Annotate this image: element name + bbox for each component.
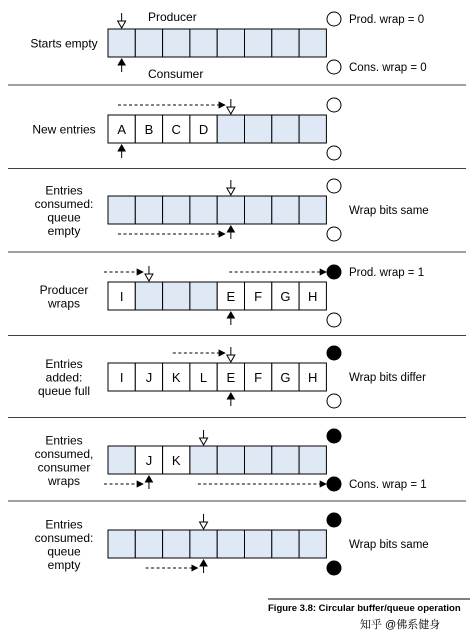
- consumer-wrap-bit-icon: [327, 60, 341, 74]
- buffer-cell: [190, 446, 217, 474]
- buffer-cell: [245, 115, 272, 143]
- wrap-note: Cons. wrap = 0: [349, 62, 427, 74]
- buffer-cell-value: H: [308, 370, 318, 385]
- buffer-cell-value: J: [145, 453, 153, 468]
- buffer-cell: [217, 196, 244, 224]
- row-label: Entries: [45, 433, 83, 448]
- buffer-cell: [272, 446, 299, 474]
- buffer-cell: [190, 196, 217, 224]
- buffer-cell: [135, 282, 162, 310]
- row-label: empty: [47, 557, 81, 572]
- buffer-cell-value: L: [199, 370, 208, 385]
- consumer-pointer-icon: [118, 145, 125, 151]
- consumer-pointer-icon: [200, 560, 207, 566]
- buffer-cell: [163, 29, 190, 57]
- buffer-cell-value: H: [308, 289, 318, 304]
- buffer-cell-value: D: [198, 122, 209, 137]
- buffer-cell: [272, 196, 299, 224]
- consumer-label: Consumer: [148, 67, 204, 81]
- row-label: Entries: [45, 357, 83, 371]
- buffer-cell: [299, 115, 326, 143]
- consumer-wrap-bit-icon: [327, 394, 341, 408]
- consumer-wrap-bit-icon: [327, 227, 341, 241]
- buffer-cell-value: C: [171, 122, 181, 137]
- producer-label: Producer: [148, 10, 197, 24]
- buffer-cell-value: I: [119, 289, 124, 304]
- buffer-cell: [135, 530, 162, 558]
- wrap-note: Cons. wrap = 1: [349, 479, 427, 491]
- producer-wrap-bit-icon: [327, 429, 341, 443]
- buffer-cell: [272, 115, 299, 143]
- producer-pointer-icon: [118, 21, 126, 28]
- producer-pointer-icon: [200, 438, 208, 445]
- producer-pointer-icon: [227, 355, 235, 362]
- producer-wrap-bit-icon: [327, 513, 341, 527]
- consumer-pointer-icon: [145, 476, 152, 482]
- row-label: added:: [45, 370, 83, 385]
- consumer-wrap-bit-icon: [327, 477, 341, 491]
- producer-pointer-icon: [227, 188, 235, 195]
- buffer-cell: [163, 196, 190, 224]
- buffer-cell: [108, 196, 135, 224]
- row-label: Entries: [45, 183, 83, 198]
- buffer-cell: [108, 446, 135, 474]
- consumer-pointer-icon: [227, 393, 234, 399]
- buffer-cell: [217, 446, 244, 474]
- buffer-cell: [245, 196, 272, 224]
- producer-wrap-bit-icon: [327, 12, 341, 26]
- buffer-cell: [299, 530, 326, 558]
- row-label: Starts empty: [30, 36, 98, 51]
- buffer-cell: [163, 530, 190, 558]
- buffer-cell: [217, 530, 244, 558]
- row-label: queue full: [37, 384, 91, 398]
- wrap-note: Prod. wrap = 1: [349, 267, 425, 279]
- producer-pointer-icon: [145, 274, 153, 281]
- buffer-cell: [299, 446, 326, 474]
- buffer-cell-value: K: [171, 453, 181, 468]
- row-label: consumed,: [34, 446, 94, 461]
- consumer-wrap-bit-icon: [327, 146, 341, 160]
- wrap-compare-note: Wrap bits differ: [349, 372, 426, 384]
- buffer-cell-value: K: [171, 370, 181, 385]
- producer-wrap-bit-icon: [327, 179, 341, 193]
- consumer-pointer-icon: [118, 59, 125, 65]
- figure-caption: Figure 3.8: Circular buffer/queue operation: [268, 603, 461, 614]
- watermark-text: 知乎 @佛系健身: [360, 619, 441, 631]
- producer-wrap-bit-icon: [327, 346, 341, 360]
- producer-pointer-icon: [200, 522, 208, 529]
- producer-wrap-bit-icon: [327, 265, 341, 279]
- buffer-cell-value: G: [280, 289, 291, 304]
- buffer-cell: [217, 29, 244, 57]
- buffer-cell-value: E: [226, 370, 236, 385]
- row-label: consumed:: [34, 530, 94, 545]
- buffer-cell-value: E: [226, 289, 236, 304]
- row-label: queue: [47, 544, 81, 559]
- row-label: empty: [47, 223, 81, 238]
- buffer-cell-value: F: [254, 370, 263, 385]
- row-label: consumed:: [34, 196, 94, 211]
- buffer-cell-value: J: [145, 370, 153, 385]
- buffer-cell: [272, 29, 299, 57]
- buffer-cell: [217, 115, 244, 143]
- consumer-wrap-bit-icon: [327, 313, 341, 327]
- row-label: consumer: [37, 460, 91, 475]
- row-label: Producer: [39, 282, 89, 297]
- buffer-cell: [245, 446, 272, 474]
- row-label: wraps: [47, 473, 81, 488]
- producer-pointer-icon: [227, 107, 235, 114]
- consumer-pointer-icon: [227, 312, 234, 318]
- buffer-cell-value: F: [254, 289, 263, 304]
- row-label: Entries: [45, 517, 83, 532]
- buffer-cell: [190, 282, 217, 310]
- consumer-pointer-icon: [227, 226, 234, 232]
- row-label: queue: [47, 210, 81, 225]
- buffer-cell: [135, 196, 162, 224]
- consumer-wrap-bit-icon: [327, 561, 341, 575]
- buffer-cell: [135, 29, 162, 57]
- wrap-compare-note: Wrap bits same: [349, 539, 429, 551]
- wrap-note: Prod. wrap = 0: [349, 14, 425, 26]
- buffer-cell-value: A: [117, 122, 126, 137]
- buffer-cell: [245, 29, 272, 57]
- buffer-cell: [299, 29, 326, 57]
- buffer-cell: [272, 530, 299, 558]
- buffer-cell-value: I: [119, 370, 124, 385]
- buffer-cell: [299, 196, 326, 224]
- buffer-cell: [190, 530, 217, 558]
- producer-wrap-bit-icon: [327, 98, 341, 112]
- buffer-cell: [108, 530, 135, 558]
- buffer-cell-value: G: [280, 370, 291, 385]
- buffer-cell: [245, 530, 272, 558]
- wrap-compare-note: Wrap bits same: [349, 205, 429, 217]
- row-label: wraps: [47, 296, 81, 311]
- buffer-cell: [190, 29, 217, 57]
- buffer-cell-value: B: [144, 122, 154, 137]
- row-label: New entries: [32, 122, 96, 137]
- buffer-cell: [163, 282, 190, 310]
- buffer-cell: [108, 29, 135, 57]
